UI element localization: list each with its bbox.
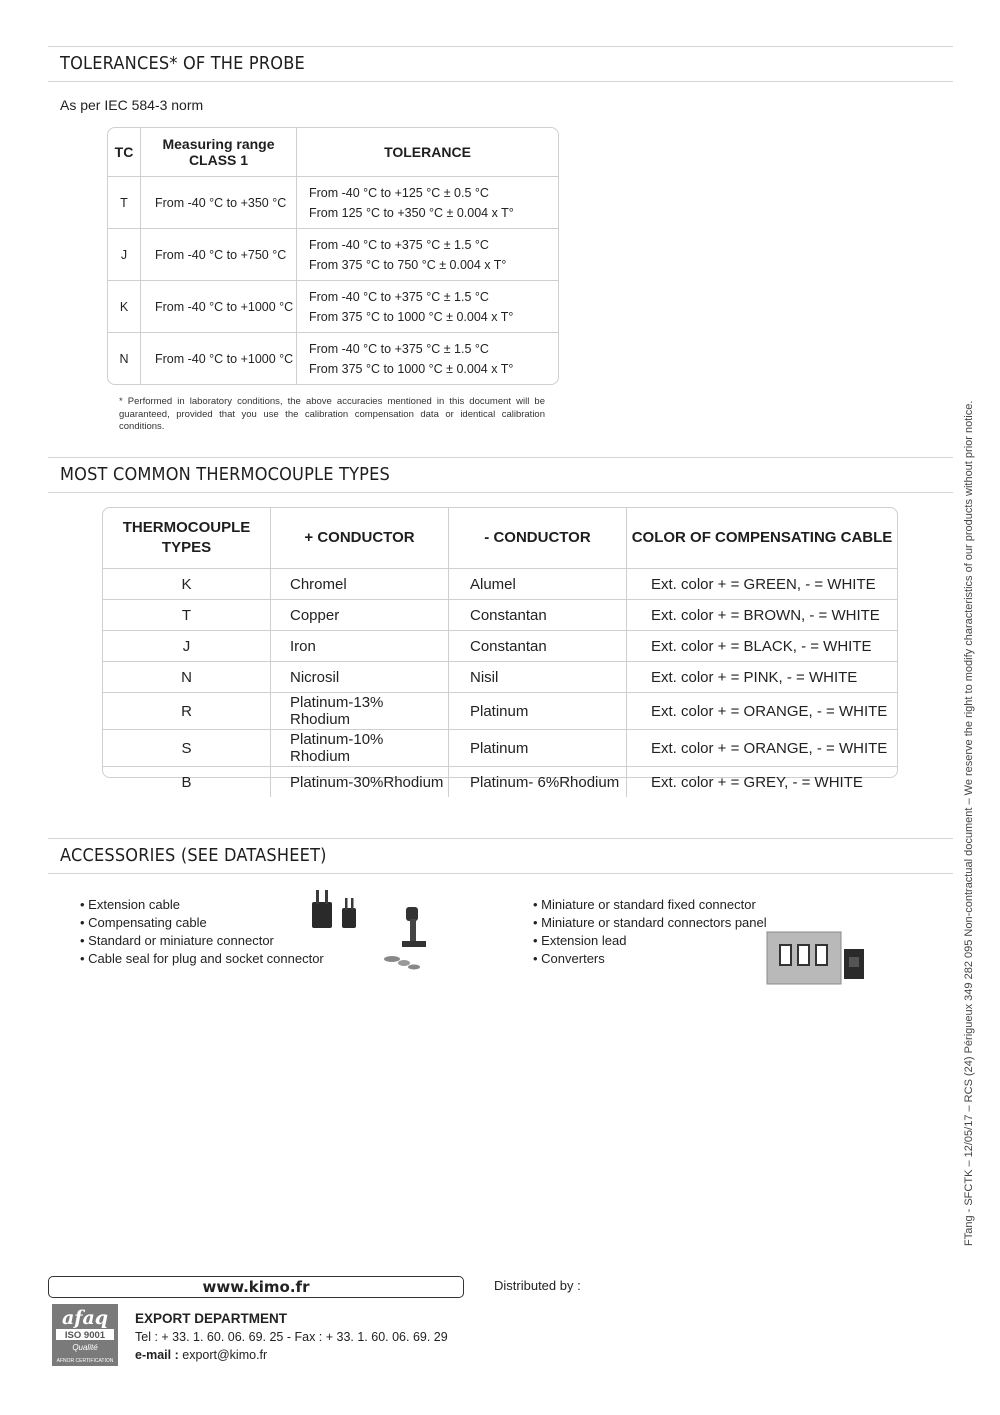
legal-side-note: FTang - SFCTK – 12/05/17 – RCS (24) Périgueux 349 282 095 Non-contractual document – We reserve the right to modify characteristics of our products without prior notice. [963,400,975,1246]
connector-panel-image [766,931,870,985]
tolerance-line: From -40 °C to +125 °C ± 0.5 °C [309,185,489,200]
table-row [108,281,558,333]
header-types [103,508,271,569]
list-item: • Extension cable [80,896,324,914]
tc-cell: K [108,281,141,333]
table-row [103,662,897,693]
table-row [103,631,897,662]
tolerance-line: From 375 °C to 1000 °C ± 0.004 x T° [309,361,514,376]
tolerance-line: From -40 °C to +375 °C ± 1.5 °C [309,341,489,356]
accessories-list-right [533,896,767,968]
minus-conductor-cell: Constantan [449,600,627,631]
tolerance-table-header [108,128,558,177]
cable-color-cell: Ext. color + = BROWN, - = WHITE [627,600,898,631]
range-cell: From -40 °C to +750 °C [141,229,297,281]
plus-conductor-cell: Chromel [271,569,449,600]
norm-text: As per IEC 584-3 norm [60,97,204,113]
range-cell: From -40 °C to +1000 °C [141,281,297,333]
accessories-title: ACCESSORIES (SEE DATASHEET) [60,845,327,866]
header-tc: TC [108,128,141,177]
type-cell: K [103,569,271,600]
plus-conductor-cell: Platinum-30%Rhodium [271,767,449,798]
email-label: e-mail : [135,1348,179,1362]
tolerance-line: From -40 °C to +375 °C ± 1.5 °C [309,237,489,252]
list-item: • Converters [533,950,767,968]
header-range-line-2: CLASS 1 [188,152,249,168]
tolerances-section-header [48,46,953,82]
cable-color-cell: Ext. color + = ORANGE, - = WHITE [627,693,898,730]
minus-conductor-cell: Constantan [449,631,627,662]
list-item: • Standard or miniature connector [80,932,324,950]
tolerance-cell [297,229,559,281]
list-item: • Extension lead [533,932,767,950]
phone-fax: Tel : + 33. 1. 60. 06. 69. 25 - Fax : + 33. 1. 60. 06. 69. 29 [135,1330,448,1344]
type-cell: S [103,730,271,767]
tolerance-cell [297,177,559,229]
svg-text:ISO 9001: ISO 9001 [64,1330,106,1341]
type-cell: N [103,662,271,693]
thermocouple-table-header [103,508,897,569]
tolerance-footnote: * Performed in laboratory conditions, the above accuracies mentioned in this document will be guaranteed, provided that you use the calibration compensation data or identical calibration conditions. [119,396,545,432]
cable-color-cell: Ext. color + = PINK, - = WHITE [627,662,898,693]
cable-color-cell: Ext. color + = GREY, - = WHITE [627,767,898,798]
svg-text:Qualité: Qualité [72,1343,98,1352]
plus-conductor-cell: Nicrosil [271,662,449,693]
tolerance-line: From -40 °C to +375 °C ± 1.5 °C [309,289,489,304]
accessories-list-left [80,896,324,968]
svg-text:afaq: afaq [61,1307,109,1329]
cable-color-cell: Ext. color + = ORANGE, - = WHITE [627,730,898,767]
plus-conductor-cell: Iron [271,631,449,662]
minus-conductor-cell: Platinum [449,693,627,730]
table-row [103,693,897,730]
tolerance-cell [297,281,559,333]
table-row [108,333,558,384]
tolerances-title: TOLERANCES* OF THE PROBE [60,53,305,74]
thermocouple-table [102,507,898,791]
range-cell: From -40 °C to +350 °C [141,177,297,229]
type-cell: J [103,631,271,662]
header-minus-conductor: - CONDUCTOR [449,508,627,569]
table-row [103,730,897,767]
header-plus-conductor: + CONDUCTOR [271,508,449,569]
header-types-line-2: TYPES [161,539,212,556]
website-link[interactable]: www.kimo.fr [48,1276,464,1298]
tolerance-cell [297,333,559,384]
tc-cell: N [108,333,141,384]
list-item: • Compensating cable [80,914,324,932]
range-cell: From -40 °C to +1000 °C [141,333,297,384]
tolerance-table [107,127,559,385]
minus-conductor-cell: Platinum [449,730,627,767]
table-row [108,177,558,229]
export-contact [135,1310,448,1364]
minus-conductor-cell: Platinum- 6%Rhodium [449,767,627,798]
email-line [135,1346,448,1364]
export-department-title: EXPORT DEPARTMENT [135,1311,288,1326]
accessories-section-header [48,838,953,874]
header-measuring-range [141,128,297,177]
type-cell: B [103,767,271,798]
svg-text:AFNOR CERTIFICATION: AFNOR CERTIFICATION [56,1358,114,1364]
minus-conductor-cell: Alumel [449,569,627,600]
table-row [103,767,897,798]
tolerance-line: From 125 °C to +350 °C ± 0.004 x T° [309,205,514,220]
tc-cell: J [108,229,141,281]
cable-color-cell: Ext. color + = BLACK, - = WHITE [627,631,898,662]
list-item: • Miniature or standard fixed connector [533,896,767,914]
header-types-line-1: THERMOCOUPLE [122,519,251,536]
header-tolerance: TOLERANCE [297,128,559,177]
list-item: • Miniature or standard connectors panel [533,914,767,932]
tc-cell: T [108,177,141,229]
minus-conductor-cell: Nisil [449,662,627,693]
table-row [108,229,558,281]
header-cable-color: COLOR OF COMPENSATING CABLE [627,508,898,569]
list-item: • Cable seal for plug and socket connector [80,950,324,968]
plus-conductor-cell: Platinum-13% Rhodium [271,693,449,730]
type-cell: T [103,600,271,631]
distributed-by-label: Distributed by : [494,1278,581,1293]
afaq-iso-logo [52,1304,118,1366]
table-row [103,600,897,631]
connector-plugs-image [306,888,366,933]
plus-conductor-cell: Copper [271,600,449,631]
cable-color-cell: Ext. color + = GREEN, - = WHITE [627,569,898,600]
type-cell: R [103,693,271,730]
table-row [103,569,897,600]
header-range-line-1: Measuring range [162,136,275,152]
cable-clamp-image [380,905,440,971]
thermocouple-title: MOST COMMON THERMOCOUPLE TYPES [60,464,390,485]
plus-conductor-cell: Platinum-10% Rhodium [271,730,449,767]
email-link[interactable]: export@kimo.fr [182,1348,268,1362]
tolerance-line: From 375 °C to 750 °C ± 0.004 x T° [309,257,507,272]
thermocouple-section-header [48,457,953,493]
tolerance-line: From 375 °C to 1000 °C ± 0.004 x T° [309,309,514,324]
